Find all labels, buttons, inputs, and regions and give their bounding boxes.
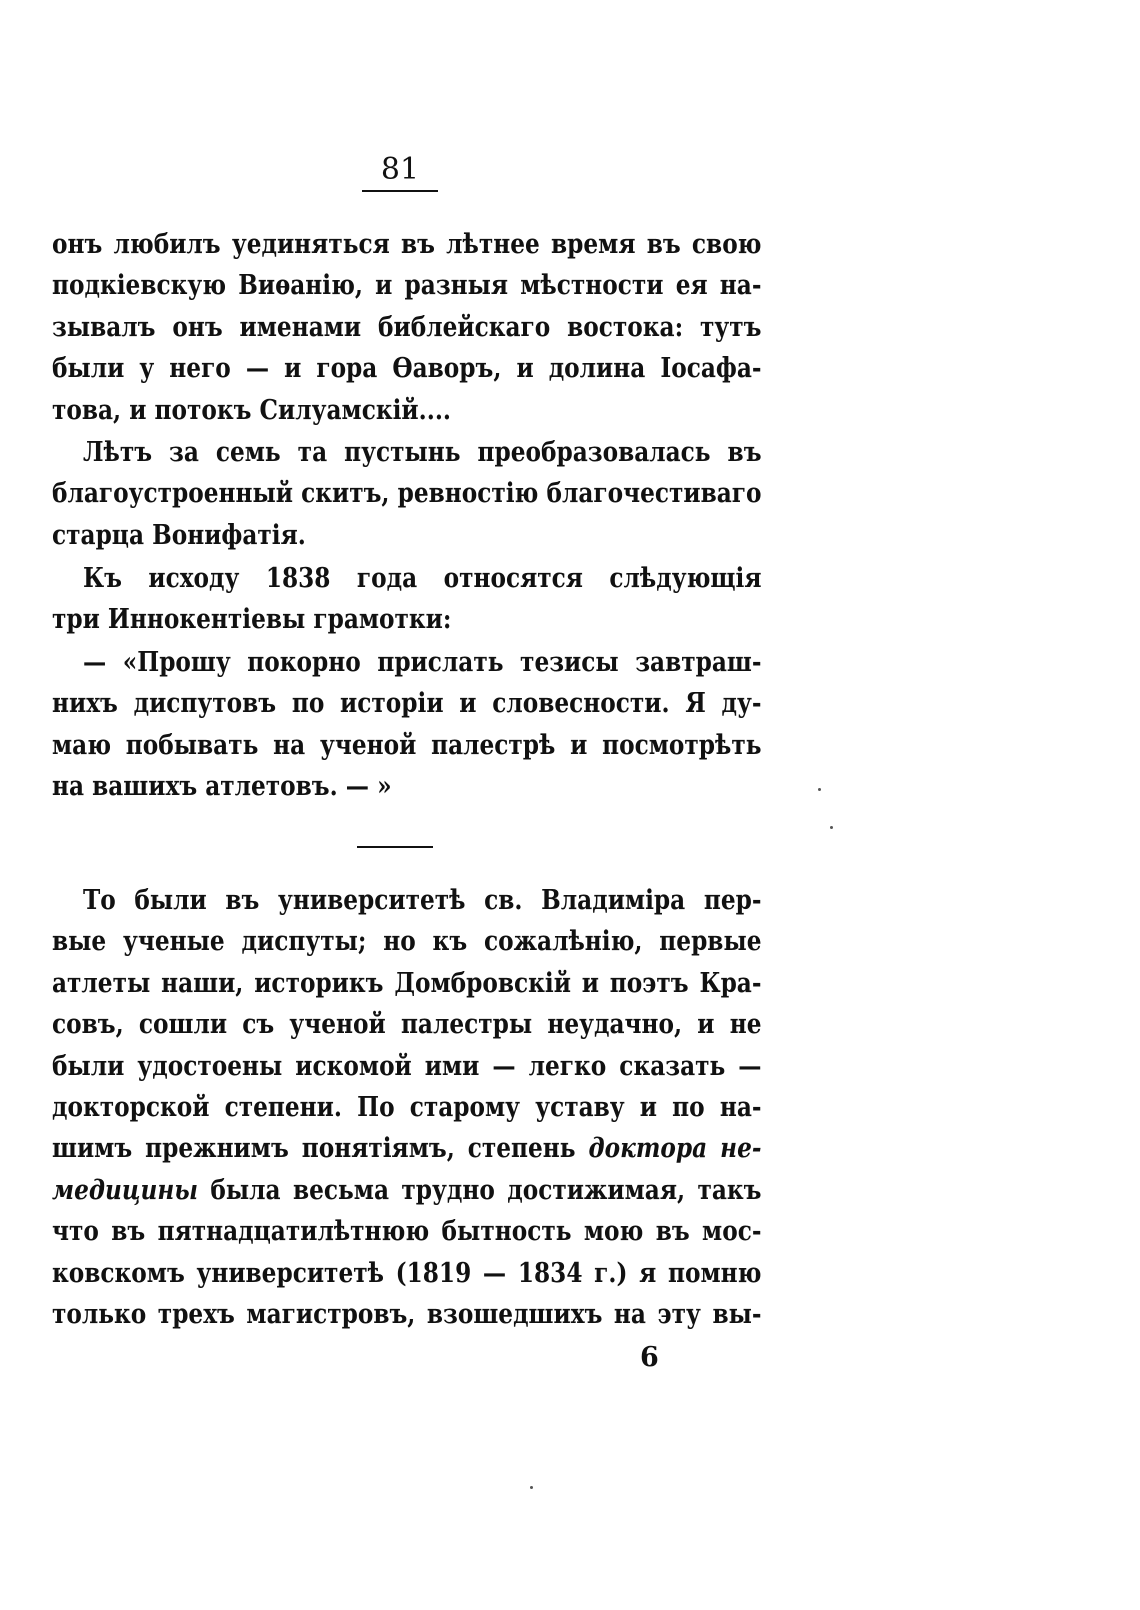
text-line: только трехъ магистровъ, взошедшихъ на эту вы- — [52, 1298, 762, 1330]
paragraph-2 — [52, 432, 762, 556]
text-line: были у него — и гора Ѳаворъ, и долина Іосафа- — [52, 353, 762, 385]
page-number: 81 — [380, 152, 420, 187]
print-speck — [818, 788, 821, 791]
text-line: онъ любилъ уединяться въ лѣтнее время въ свою — [52, 229, 762, 260]
italic-term: доктора не- — [588, 1133, 762, 1165]
paragraph-1 — [52, 224, 762, 431]
print-speck — [830, 826, 833, 829]
text-line: совъ, сошли съ ученой палестры неудачно, и не — [52, 1009, 762, 1041]
text-line: нихъ диспутовъ по исторіи и словесности. Я ду- — [52, 688, 762, 720]
text-line: были удостоены искомой ими — легко сказать — — [52, 1050, 762, 1082]
text-line: докторской степени. По старому уставу и по на- — [52, 1091, 762, 1123]
text-line: подкіевскую Виѳанію, и разныя мѣстности ея на- — [52, 270, 762, 302]
text-line: — «Прошу покорно прислать тезисы завтраш- — [82, 647, 762, 678]
text-line: това, и потокъ Силуамскій.... — [52, 394, 451, 426]
section-separator — [357, 846, 433, 848]
paragraph-4-quote — [52, 642, 762, 808]
text-line: что въ пятнадцатилѣтнюю бытность мою въ мос- — [52, 1216, 762, 1248]
text-line: зывалъ онъ именами библейскаго востока: тутъ — [52, 311, 762, 343]
text-line: вые ученые диспуты; но къ сожалѣнію, первые — [52, 926, 762, 958]
paragraph-3 — [52, 558, 762, 641]
text-line: атлеты наши, историкъ Домбровскій и поэтъ Кра- — [52, 967, 762, 999]
text-line: на вашихъ атлетовъ. — » — [52, 771, 392, 803]
paragraph-5 — [52, 880, 762, 1335]
text-line: То были въ университетѣ св. Владиміра пер- — [82, 885, 762, 916]
text-line: старца Вонифатія. — [52, 519, 306, 551]
text-line — [52, 1128, 762, 1169]
print-speck — [530, 1486, 533, 1489]
text-line: Къ исходу 1838 года относятся слѣдующія — [82, 563, 762, 594]
text-fragment: была весьма трудно достижимая, такъ — [197, 1174, 762, 1206]
page-number-rule — [362, 190, 438, 192]
signature-mark: 6 — [640, 1342, 659, 1373]
text-line: маю побывать на ученой палестрѣ и посмотрѣть — [52, 729, 762, 761]
text-line: ковскомъ университетѣ (1819 — 1834 г.) я помню — [52, 1257, 762, 1289]
text-line: благоустроенный скитъ, ревностію благочестиваго — [52, 478, 762, 510]
text-line: Лѣтъ за семь та пустынь преобразовалась въ — [82, 437, 762, 468]
text-fragment: шимъ прежнимъ понятіямъ, степень — [52, 1133, 589, 1165]
text-line: три Иннокентіевы грамотки: — [52, 604, 452, 636]
text-line — [52, 1170, 762, 1211]
italic-term: медицины — [52, 1174, 198, 1206]
